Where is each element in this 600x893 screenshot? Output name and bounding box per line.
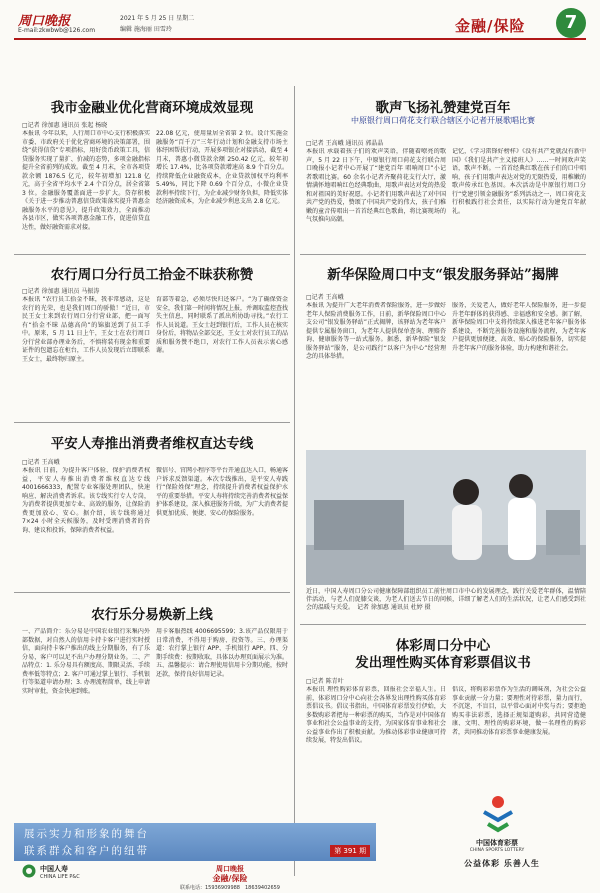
divider: [14, 254, 290, 255]
article-3-byline: □记者 徐加惠 通讯员 马振涛: [22, 288, 100, 295]
promo-line-2: 联系群众和客户的纽带: [24, 845, 149, 857]
masthead-rule: [14, 38, 586, 40]
lottery-slogan: 公益体彩 乐善人生: [464, 859, 540, 868]
article-3-col2: 育部等着急，必须尽快归还客户。“为了确保资金安全，我们第一时间将情况上报，并调取监控查找失主信息，同时联系了派出所协助寻找。”农行工作人员说道。王女士赶到银行后，工作人员在核实身份后，将物品全部交还，王女士对农行员工的品质和服务赞不绝口，对农行工作人员表示衷心感谢。: [156, 296, 288, 354]
article-5-col1: 本报讯 日前，为提升客户体验、保护消费者权益，平安人寿推出消费者维权直达专线 4001666333，配置专业客服处理团队，快速响应、解决消费者诉求。该专线实行专人专岗，为消费者提供更加专业、高效的服务，让保险消费更加放心、安心。据介绍，该专线将通过 7×24 小时全天候服务，及时受理消费者的咨询、建议和投诉，保障消费者权益。: [22, 467, 150, 534]
lottery-name-en: CHINA SPORTS LOTTERY: [469, 848, 525, 853]
masthead-name: 周口晚报: [18, 14, 71, 29]
divider: [14, 592, 290, 593]
divider: [300, 624, 586, 625]
china-life-name-en: CHINA LIFE P&C: [40, 874, 80, 880]
photo-caption: 近日，中国人寿周口分公司健康保障部组织员工前往周口市中心的发展理念，践行关爱老年群体，温情陪伴活动，与老人们促膝交谈，为老人们送去节日的问候，详细了解老人们的生活状况，让老人们感受到社会的温暖与关爱。 记者 徐加惠 通讯员 杜婷 摄: [306, 588, 586, 611]
article-1-col2: 22.08 亿元，使用量居全省第 2 位。设计实施金融服务“百千万”三年行动计划和金融支持市场主体纾困帮扶行动，开展多项银企对接活动，截至 4 月末，普惠小微贷款余额 250.42 亿元，较年初增长 17.4%，比各项贷款增速高 8.9 个百分点。持续降低企业融资成本，企业贷款加权平均利率 5.49%，同比下降 0.69 个百分点，小微企业贷款利率持续下行，为企业减少财务负担，降低实体经济融资成本，为企业减少利息支出 2.8 亿元。: [156, 130, 288, 205]
article-4-col1: 本报讯 为提升广大老年消费者保险服务，进一步做好老年人保险消费服务工作，日前，新华保险周口中心支公司“银发服务驿站”正式揭牌，该驿站为老年客户提供专属服务窗口，为老年人提供保单查询、理赔咨询、健康服务等一站式服务。据悉，新华保险“银发服务驿站”服务，是公司践行“以客户为中心”经营理念的具体举措。: [306, 302, 446, 360]
article-7-col2: 倡议，将购彩彩票作为生活的调味剂，为社会公益事业贡献一分力量；要理性对待彩票，量力而行，不沉迷，不盲目，以平常心面对中奖与否；要拒绝购买非法彩票，选择正规渠道购彩，共同营造健康、文明、理性的购彩环境，做一名理性的购彩者，共同推动体育彩票事业健康发展。: [452, 686, 586, 736]
footer-section-name: 金融/保险: [212, 874, 248, 883]
masthead-editor: 编辑 施海丽 田雪玲: [120, 26, 172, 33]
article-3-title: 农行周口分行员工拾金不昧获称赞: [50, 267, 254, 283]
article-6-col2: 用卡客服热线 4006695599；3.该产品仅限用于日常消费，不得用于购房、投资等。三、办理渠道：农行掌上银行 APP、手机银行 APP。四、分期手续费：按期收取，具体以办理页面展示为准。五、温馨提示：请合理使用信用卡分期功能，按时还款，保持良好信用记录。: [156, 628, 288, 678]
china-life-name: 中国人寿: [40, 865, 68, 873]
promo-line-1: 展示实力和形象的舞台: [24, 828, 149, 840]
article-1-title: 我市金融业优化营商环境成效显现: [50, 100, 254, 116]
page-number-badge: 7: [556, 8, 586, 38]
footer-contact: 联系电话：15936909988 18639402659: [180, 885, 280, 891]
photo-illustration-icon: [306, 450, 586, 585]
article-1-byline: □记者 徐加惠 通讯员 张起 杨晓: [22, 122, 108, 129]
article-2-col2: 记忆，《学习雷锋好榜样》《没有共产党就没有新中国》《我们是共产主义接班人》……一时间欢声笑语，歌声不断。一首首经典红歌在孩子们的口中唱响，孩子们用歌声表达对党的无限热爱，用稚嫩的歌声传承红色基因。本次活动是中原银行周口分行“党建引领金融服务”系列活动之一，周口荷花支行积极践行社会责任，以实际行动为建党百年献礼。: [452, 148, 586, 215]
article-6-col1: 一、产品简介：乐分易是中国农业银行采集内外部数据，对自然人的信用卡持卡客户进行实时授信，面向持卡客户推出的线上分期服务，有了乐分易，客户可以足不出户办理分期业务。二、产品特点：1. 乐分易具有额度高、期限灵活、手续费率低等特点；2. 客户可通过掌上银行、手机银行等渠道申请办理；3. 办理流程简单，线上申请实时审批，资金快速到账。: [22, 628, 150, 695]
masthead-date: 2021 年 5 月 25 日 星期二: [120, 15, 195, 22]
footer-paper-name: 周口晚报: [216, 865, 244, 873]
article-3-col1: 本报讯 “农行员工拾金不昧，我非常感动，这是农行的光荣，也是我们周口的骄傲！”近日，市民王女士来到农行周口分行营业部，把一面写有“拾金不昧 品德高尚”的锦旗送到了员工手中。原来，5 月 11 日上午，王女士在农行周口分行营业部办理业务后，不慎将装有现金和重要证件的包遗忘在柜台，工作人员发现后立即联系王女士，最终物归原主。: [22, 296, 150, 363]
article-5-byline: □记者 王高峨: [22, 459, 60, 466]
sports-lottery-logo-icon: [470, 790, 526, 835]
article-7-byline: □记者 陈青叶: [306, 678, 344, 685]
column-divider: [294, 86, 295, 876]
article-7-title-2: 发出理性购买体育彩票倡议书: [355, 655, 531, 671]
lottery-name: 中国体育彩票: [476, 839, 518, 847]
article-4-byline: □记者 王高峨: [306, 294, 344, 301]
promo-banner: [14, 823, 376, 861]
china-life-logo-icon: [22, 864, 36, 878]
section-title: 金融/保险: [455, 17, 526, 35]
article-5-title: 平安人寿推出消费者维权直达专线: [50, 436, 254, 452]
article-4-title: 新华保险周口中支“银发服务驿站”揭牌: [327, 267, 559, 283]
masthead-email: E-mail:zkwbwb@126.com: [18, 27, 96, 34]
article-2-subtitle: 中原银行周口荷花支行联合辖区小记者开展歌唱比赛: [351, 116, 535, 125]
promo-issue-number: 第 391 期: [330, 845, 370, 857]
article-2-title: 歌声飞扬礼赞建党百年: [375, 100, 511, 116]
news-photo: [306, 450, 586, 585]
article-1-col1: 本报讯 今年以来，人行周口市中心支行积极落实市委、市政府关于优化营商环境的决策部署，围绕“获得信贷”专项指标，用好货币政策工具，信贷服务实现了量扩、价减的态势，多项金融指标提升全省前列的成效。截至 4 月末，全市各项贷款余额 1876.5 亿元，较年初增加 121.8 亿元，高于全省平均水平 2.4 个百分点，居全省第 3 位。金融服务覆盖面进一步扩大。贷存积极《关于进一步推动普惠信贷政策落实提升普惠金融服务水平的意见》，提升政策效力，全面推动各县市区，做实各项普惠金融工作，促进信贷直达性，做好融资需求对接。: [22, 130, 150, 231]
article-7-col1: 本报讯 理性购彩体育彩票，回报社会幸福人生。日前，体彩周口分中心向社会各界发出理性购买体育彩票倡议书。倡议书指出，中国体育彩票发行伊始，大多数购彩者把每一种彩票的购买，当作是对中国体育事业和社会公益事业的支持，为国家体育事业和社会公益事业作出了积极贡献。为推动体彩事业健康可持续发展，特发出倡议。: [306, 686, 446, 744]
article-7-title: 体彩周口分中心: [395, 638, 491, 654]
article-5-col2: 微信号、官网小程序等平台开通直达入口，畅通客户诉求反馈渠道。本次专线推出，是平安人寿践行“保险姓保”理念，持续提升消费者权益保护水平的重要举措。平安人寿将持续完善消费者权益保护体系建设，深入推进服务升级，为广大消费者提供更加优质、便捷、安心的保险服务。: [156, 467, 288, 517]
article-4-col2: 服务，关爱老人，做好老年人保险服务，进一步提升老年群体的获得感、幸福感和安全感。据了解，新华保险周口中支将持续深入推进老年客户服务体系建设，不断完善服务设施和服务流程，为老年客户提供更加便捷、高效、贴心的保险服务，切实提升老年客户的服务体验，助力构建和谐社会。: [452, 302, 586, 352]
article-2-col1: 本报讯 承载着孩子们的欢声笑语，伴随着嘹亮的歌声，5 月 22 日下午，中原银行周口荷花支行联合周口晚报小记者中心开展了“建党百年 唱响周口”小记者歌唱比赛。60 余名小记者齐聚荷花支行大厅，激情满怀地唱响红色经典歌曲，用歌声表达对党的热爱和对祖国的美好祝愿。小记者们用歌声表达了对中国共产党的热爱，赞颂了中国共产党的伟大，孩子们稚嫩的童音传唱出一首首经典红色歌曲，将比赛现场的气氛推向高潮。: [306, 148, 446, 223]
divider: [300, 254, 586, 255]
article-2-byline: □记者 王高峨 通讯员 郭晶晶: [306, 140, 384, 147]
article-6-title: 农行乐分易焕新上线: [91, 607, 213, 623]
divider: [14, 422, 290, 423]
